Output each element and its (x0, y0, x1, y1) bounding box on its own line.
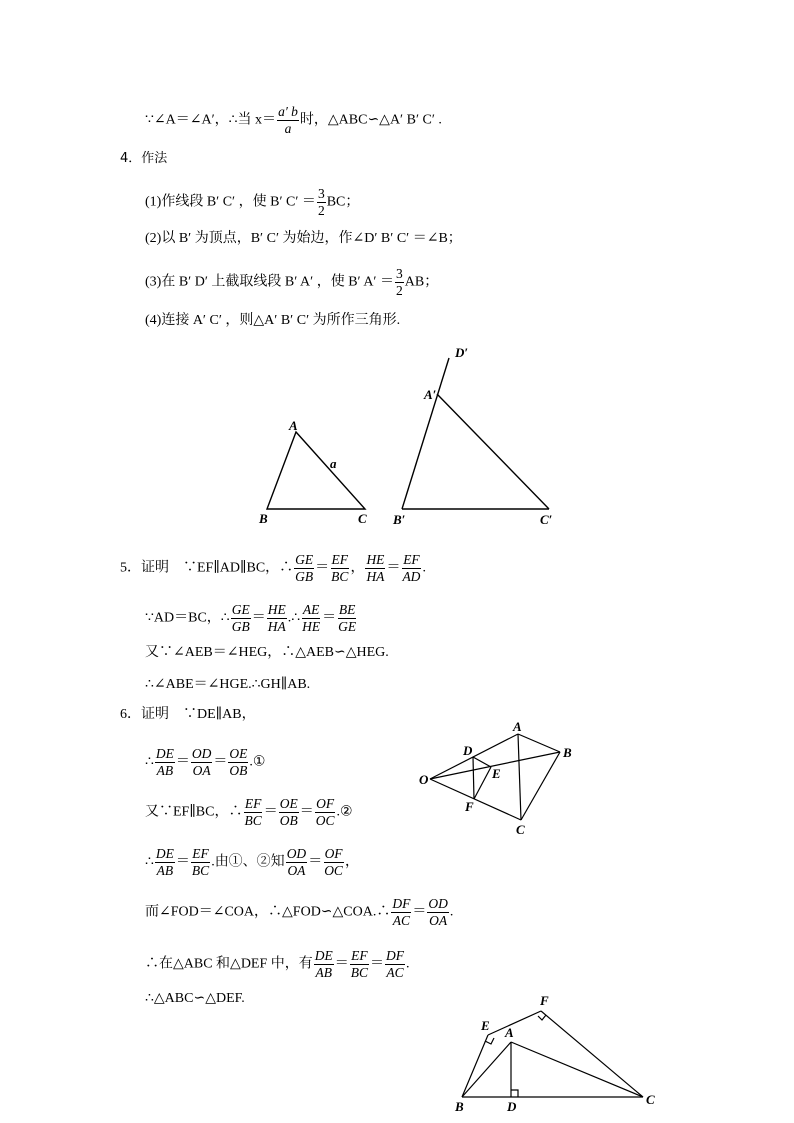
fraction: $\frac{EF}{AD}$ (402, 552, 421, 584)
fraction: $\frac{AE}{HE}$ (302, 602, 321, 634)
fraction: $\frac{DF}{AC}$ (386, 948, 405, 980)
seg-ac (511, 1042, 643, 1097)
item6-line5: 而∠FOD＝∠COA，∴△FOD∽△COA.∴ $\frac{DF}{AC}$ ＝ $\frac{OD}{OA}$ . (145, 896, 454, 928)
label-D: D (463, 743, 473, 758)
item4-step1: (1)作线段 B′ C′ ，使 B′ C′ ＝ $\frac{3}{2}$ BC； (145, 186, 360, 218)
item6-line3: 又∵EF∥BC，∴ $\frac{EF}{BC}$ ＝ $\frac{OE}{OB}$ ＝ $\frac{OF}{OC}$ .② (145, 796, 353, 828)
label-D: D (507, 1099, 517, 1114)
fraction: $\frac{EF}{BC}$ (191, 846, 210, 878)
item6-line6: ∴在△ABC 和△DEF 中，有 $\frac{DE}{AB}$ ＝ $\frac{EF}{BC}$ ＝ $\frac{DF}{AC}$ . (145, 948, 410, 980)
label-E: E (481, 1018, 490, 1033)
seg-ef (488, 1011, 541, 1035)
label-A-prime: A′ (424, 387, 437, 402)
item6-line1: 6．证明 ∵DE∥AB， (120, 707, 256, 722)
label-A: A (289, 418, 298, 433)
seg-oc (430, 779, 521, 820)
fraction: $\frac{HE}{HA}$ (267, 602, 286, 634)
right-angle-d (511, 1090, 518, 1097)
seg-be (462, 1035, 488, 1097)
fraction: $\frac{OD}{OA}$ (191, 746, 212, 778)
seg-oa (430, 734, 518, 779)
fraction: $\frac{BE}{GE}$ (338, 602, 357, 634)
fraction: $\frac{OF}{OC}$ (315, 796, 335, 828)
fraction: $\frac{a' b}{a}$ (278, 104, 298, 136)
fraction: $\frac{EF}{BC}$ (331, 552, 349, 584)
fraction: $\frac{GE}{GB}$ (295, 552, 314, 584)
line-1 (145, 104, 442, 137)
right-angle-e (485, 1038, 494, 1044)
item5-line2: ∵AD＝BC，∴ $\frac{GE}{GB}$ ＝ $\frac{HE}{HA}$ .∴ $\frac{AE}{HE}$ ＝ $\frac{BE}{GE}$ (145, 602, 357, 634)
seg-ef (474, 767, 491, 799)
fraction: $\frac{DE}{AB}$ (314, 948, 333, 980)
line1-post: 时，△ABC∽△A′ B′ C′ . (299, 112, 442, 128)
seg-fc (541, 1011, 643, 1097)
line1-pre: ∵∠A＝∠A′，∴当 x＝ (145, 112, 277, 128)
item6-line2: ∴ $\frac{DE}{AB}$ ＝ $\frac{OD}{OA}$ ＝ $\frac{OE}{OB}$ .① (145, 746, 266, 778)
item4-heading: 4．作法 (120, 151, 168, 166)
fraction: $\frac{HE}{HA}$ (366, 552, 385, 584)
seg-ba (462, 1042, 511, 1097)
fraction: $\frac{DF}{AC}$ (392, 896, 411, 928)
label-C-prime: C′ (540, 512, 553, 527)
item5-line3: 又∵∠AEB＝∠HEG，∴△AEB∽△HEG. (145, 645, 389, 660)
seg-ob (430, 752, 560, 779)
fraction: $\frac{OD}{OA}$ (428, 896, 448, 928)
seg-bc (521, 752, 560, 820)
item6-line4: ∴ $\frac{DE}{AB}$ ＝ $\frac{EF}{BC}$ .由①、②知 $\frac{OD}{OA}$ ＝ $\frac{OF}{OC}$ ， (145, 846, 359, 878)
label-F: F (465, 799, 474, 814)
label-B: B (259, 511, 268, 526)
fraction: $\frac{OE}{OB}$ (279, 796, 298, 828)
label-B: B (563, 745, 572, 760)
fraction: $\frac{DE}{AB}$ (155, 846, 174, 878)
fraction: $\frac{EF}{BC}$ (350, 948, 369, 980)
label-B: B (455, 1099, 464, 1114)
item5-line4: ∴∠ABE＝∠HGE.∴GH∥AB. (145, 677, 311, 692)
item4-step3: (3)在 B′ D′ 上截取线段 B′ A′ ，使 B′ A′ ＝ $\frac{3}{2}$ AB； (145, 266, 439, 298)
fraction: $\frac{GE}{GB}$ (231, 602, 250, 634)
item4-step2: (2)以 B′ 为顶点，B′ C′ 为始边，作∠D′ B′ C′ ＝∠B； (145, 231, 462, 246)
label-O: O (419, 772, 429, 787)
fraction: $\frac{OD}{OA}$ (286, 846, 307, 878)
seg-ac (518, 734, 521, 820)
seg-de (473, 757, 491, 767)
triangle-abc (267, 432, 365, 509)
fraction: $\frac{DE}{AB}$ (155, 746, 174, 778)
item4-step4: (4)连接 A′ C′ ，则△A′ B′ C′ 为所作三角形. (145, 313, 401, 328)
label-A: A (513, 719, 522, 734)
label-E: E (492, 766, 501, 781)
label-A: A (505, 1025, 514, 1040)
label-D-prime: D′ (455, 345, 469, 360)
segment-a2-c2 (437, 394, 549, 509)
item6-line7: ∴△ABC∽△DEF. (145, 991, 245, 1006)
label-C: C (358, 511, 367, 526)
right-angle-f (538, 1015, 546, 1020)
label-C: C (516, 822, 525, 837)
fraction: $\frac{3}{2}$ (396, 266, 403, 298)
label-C: C (646, 1092, 655, 1107)
seg-ab (518, 734, 560, 752)
label-a: a (330, 456, 337, 471)
label-F: F (540, 993, 549, 1008)
fraction: $\frac{OE}{OB}$ (229, 746, 248, 778)
seg-df (473, 757, 474, 799)
fraction: $\frac{OF}{OC}$ (324, 846, 343, 878)
ray-b2-d2 (402, 358, 449, 509)
item5-line1: 5．证明 ∵EF∥AD∥BC，∴ $\frac{GE}{GB}$ ＝ $\frac{EF}{BC}$ ， $\frac{HE}{HA}$ ＝ $\frac{EF}{AD}$ . (120, 552, 426, 584)
fraction: $\frac{EF}{BC}$ (244, 796, 262, 828)
label-B-prime: B′ (393, 512, 406, 527)
fraction: $\frac{3}{2}$ (317, 186, 325, 218)
